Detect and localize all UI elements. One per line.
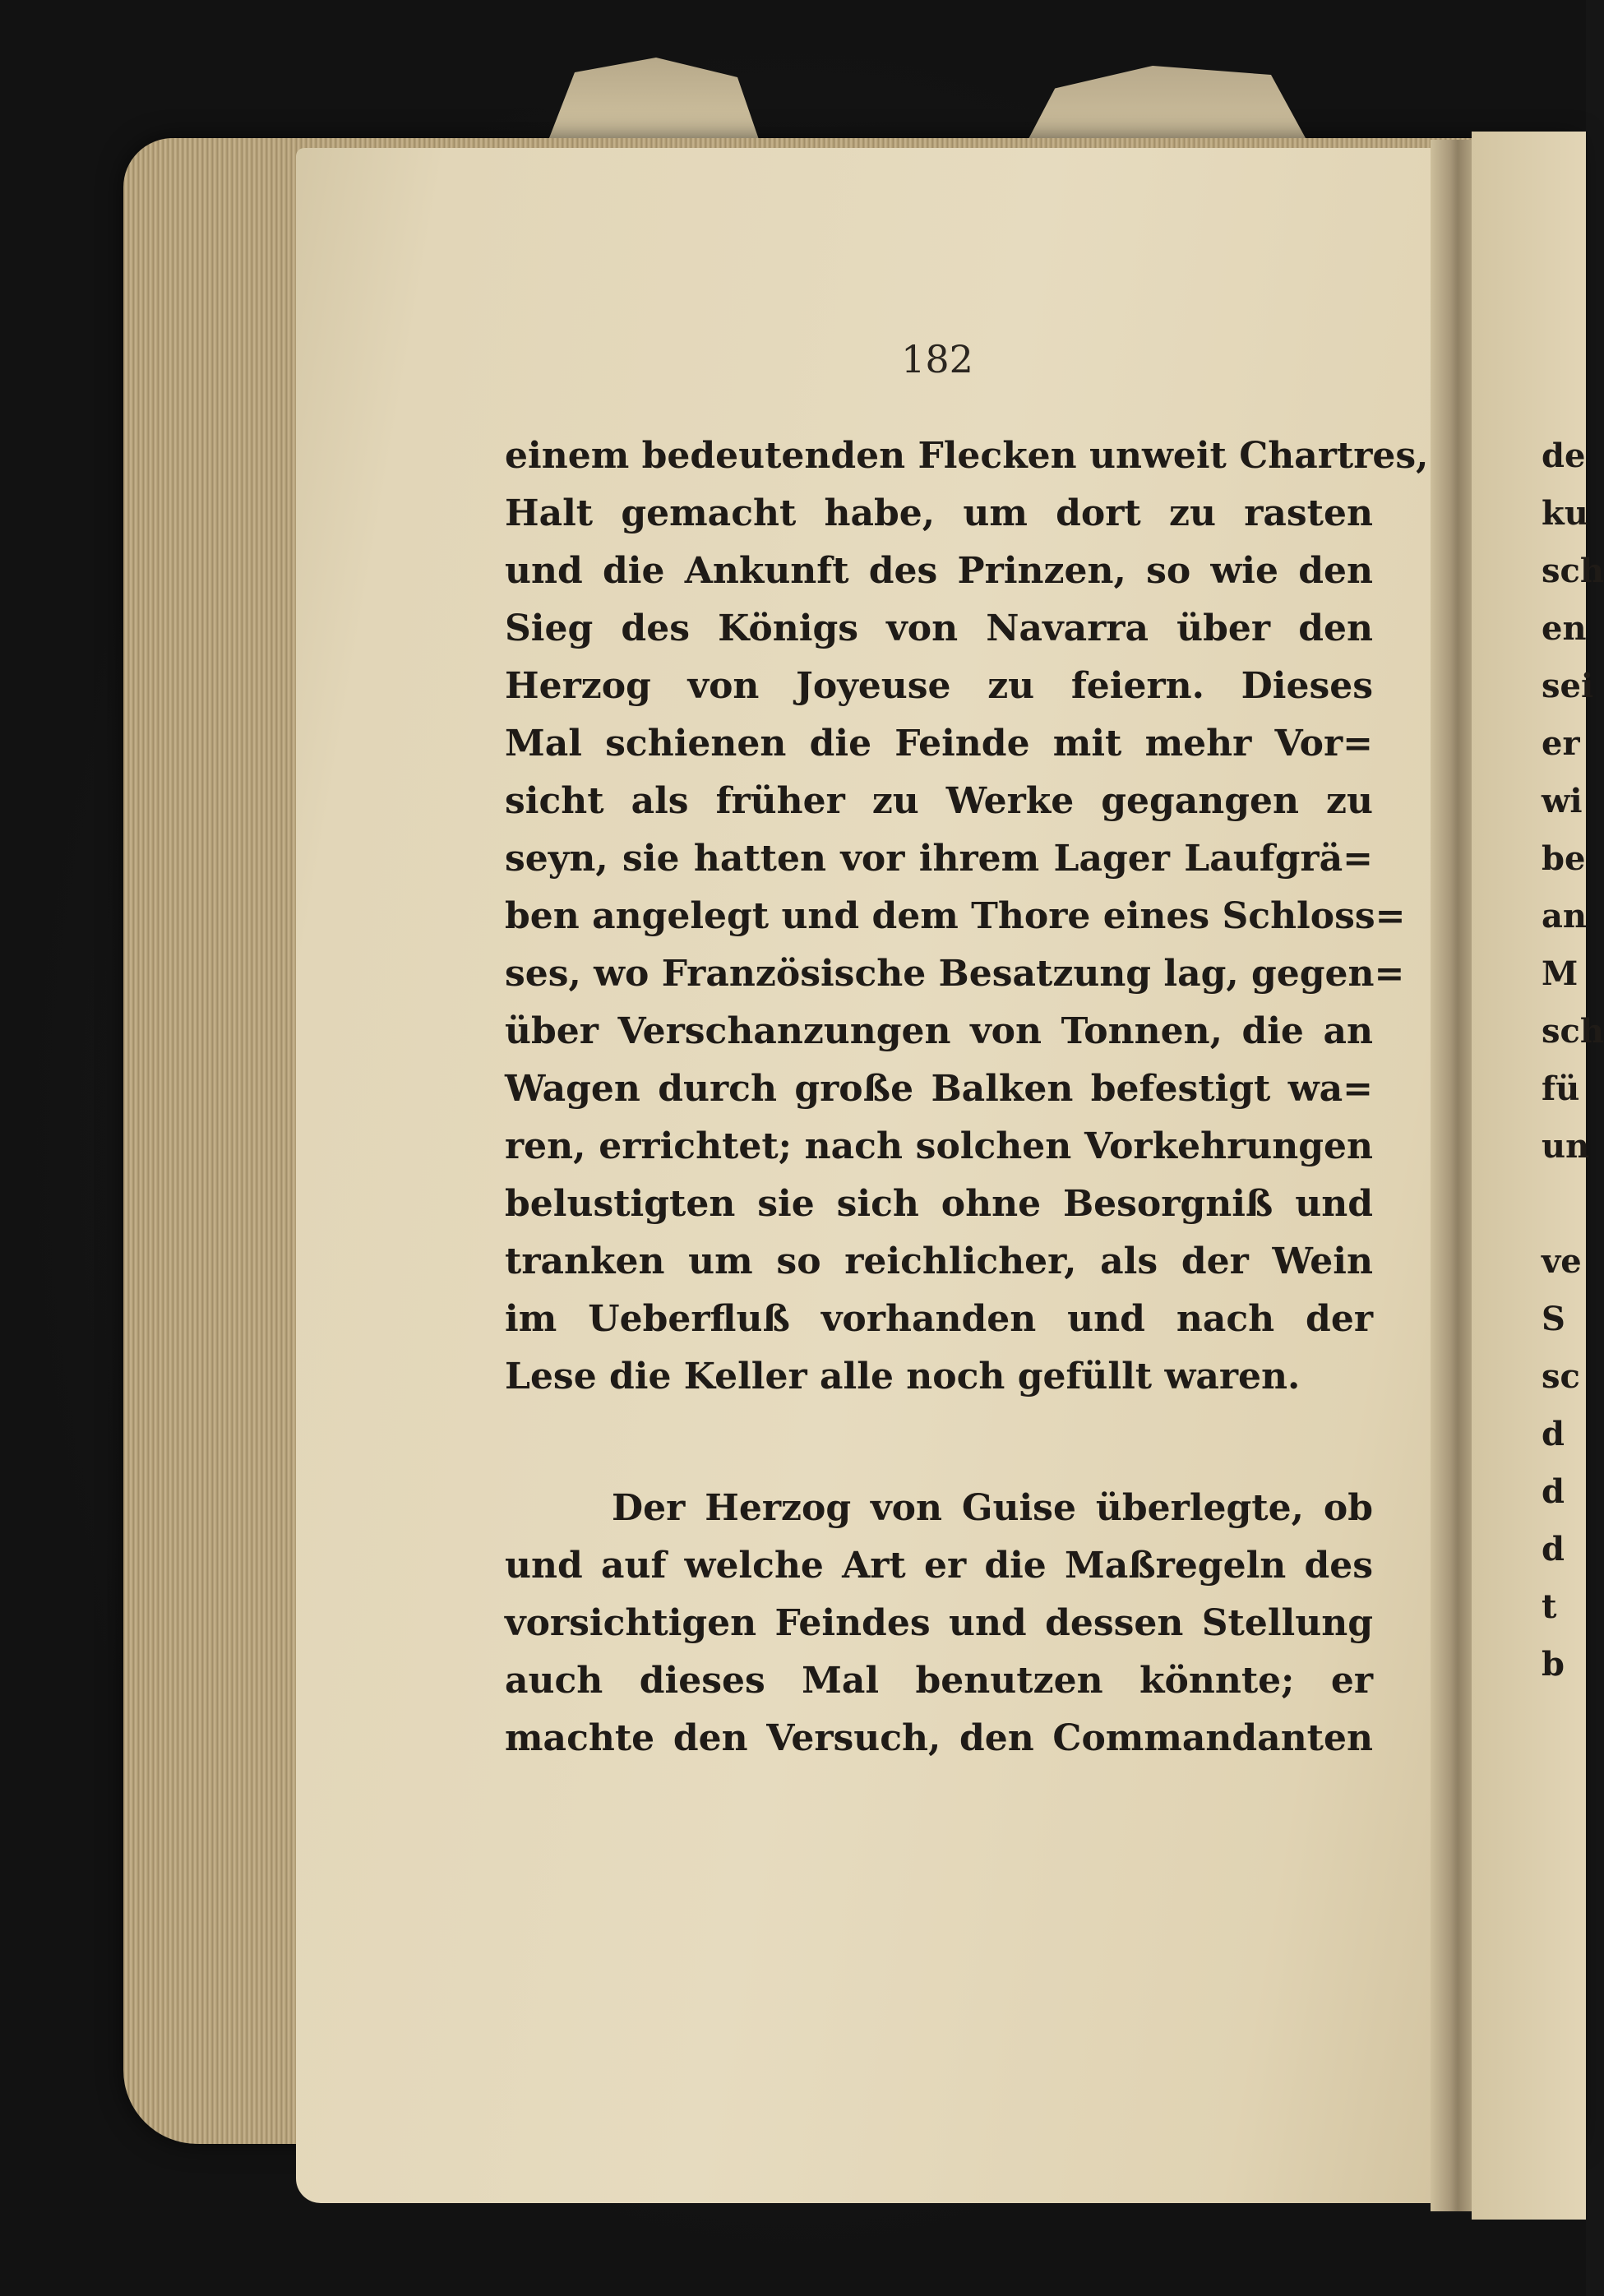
text-line: und auf welche Art er die Maßregeln des — [505, 1545, 1373, 1587]
facing-fragment: d — [1542, 1472, 1565, 1511]
facing-fragment: d — [1542, 1415, 1565, 1453]
facing-fragment: sch — [1542, 552, 1604, 590]
facing-fragment: de — [1542, 437, 1586, 475]
text-line: ben angelegt und dem Thore eines Schloss= — [505, 895, 1406, 937]
facing-fragment: ve — [1542, 1242, 1582, 1281]
facing-fragment: be — [1542, 839, 1586, 878]
text-line: ren, errichtet; nach solchen Vorkehrungen — [505, 1125, 1373, 1167]
facing-fragment: d — [1542, 1530, 1565, 1568]
text-line: Der Herzog von Guise überlegte, ob — [612, 1487, 1373, 1529]
paragraph-2 — [505, 1480, 1373, 1767]
facing-fragment: b — [1542, 1645, 1565, 1684]
facing-fragment: sch — [1542, 1012, 1604, 1051]
text-line: Lese die Keller alle noch gefüllt waren. — [505, 1356, 1301, 1397]
text-line: seyn, sie hatten vor ihrem Lager Laufgrä= — [505, 838, 1373, 880]
text-line: Wagen durch große Balken befestigt wa= — [505, 1068, 1373, 1110]
text-line: belustigten sie sich ohne Besorgniß und — [505, 1183, 1373, 1225]
text-line: Mal schienen die Feinde mit mehr Vor= — [505, 723, 1373, 765]
facing-fragment: en — [1542, 609, 1587, 648]
facing-fragment: wi — [1542, 782, 1583, 820]
facing-fragment: sei — [1542, 667, 1594, 705]
body-text — [505, 427, 1429, 1767]
text-line: über Verschanzungen von Tonnen, die an — [505, 1010, 1373, 1052]
facing-fragment: an — [1542, 897, 1587, 935]
text-line: und die Ankunft des Prinzen, so wie den — [505, 550, 1373, 592]
facing-fragment: S — [1542, 1300, 1565, 1338]
facing-fragment: un — [1542, 1127, 1590, 1166]
text-line: tranken um so reichlicher, als der Wein — [505, 1240, 1373, 1282]
text-line: Halt gemacht habe, um dort zu rasten — [505, 492, 1373, 534]
text-line: vorsichtigen Feindes und dessen Stellung — [505, 1602, 1373, 1644]
text-line: Herzog von Joyeuse zu feiern. Dieses — [505, 665, 1373, 707]
facing-fragment — [1542, 1176, 1586, 1233]
facing-fragment: ku — [1542, 494, 1588, 533]
text-line: machte den Versuch, den Commandanten — [505, 1717, 1373, 1759]
text-line: auch dieses Mal benutzen könnte; er — [505, 1660, 1373, 1702]
text-line: Sieg des Königs von Navarra über den — [505, 607, 1373, 649]
facing-fragment: sc — [1542, 1357, 1580, 1396]
text-line: einem bedeutenden Flecken unweit Chartres, — [505, 435, 1429, 477]
paragraph-1 — [505, 427, 1429, 1406]
facing-fragment: fü — [1542, 1069, 1580, 1108]
text-line: im Ueberfluß vorhanden und nach der — [505, 1298, 1373, 1340]
paragraph-gap — [505, 1406, 1373, 1480]
text-line: sicht als früher zu Werke gegangen zu — [505, 780, 1373, 822]
text-line: ses, wo Französische Besatzung lag, gegen= — [505, 953, 1405, 995]
facing-fragment: M — [1542, 954, 1579, 993]
facing-fragment: t — [1542, 1587, 1557, 1626]
facing-fragment: er — [1542, 724, 1580, 763]
page-number: 182 — [901, 337, 973, 381]
facing-page-text — [1542, 427, 1604, 1693]
